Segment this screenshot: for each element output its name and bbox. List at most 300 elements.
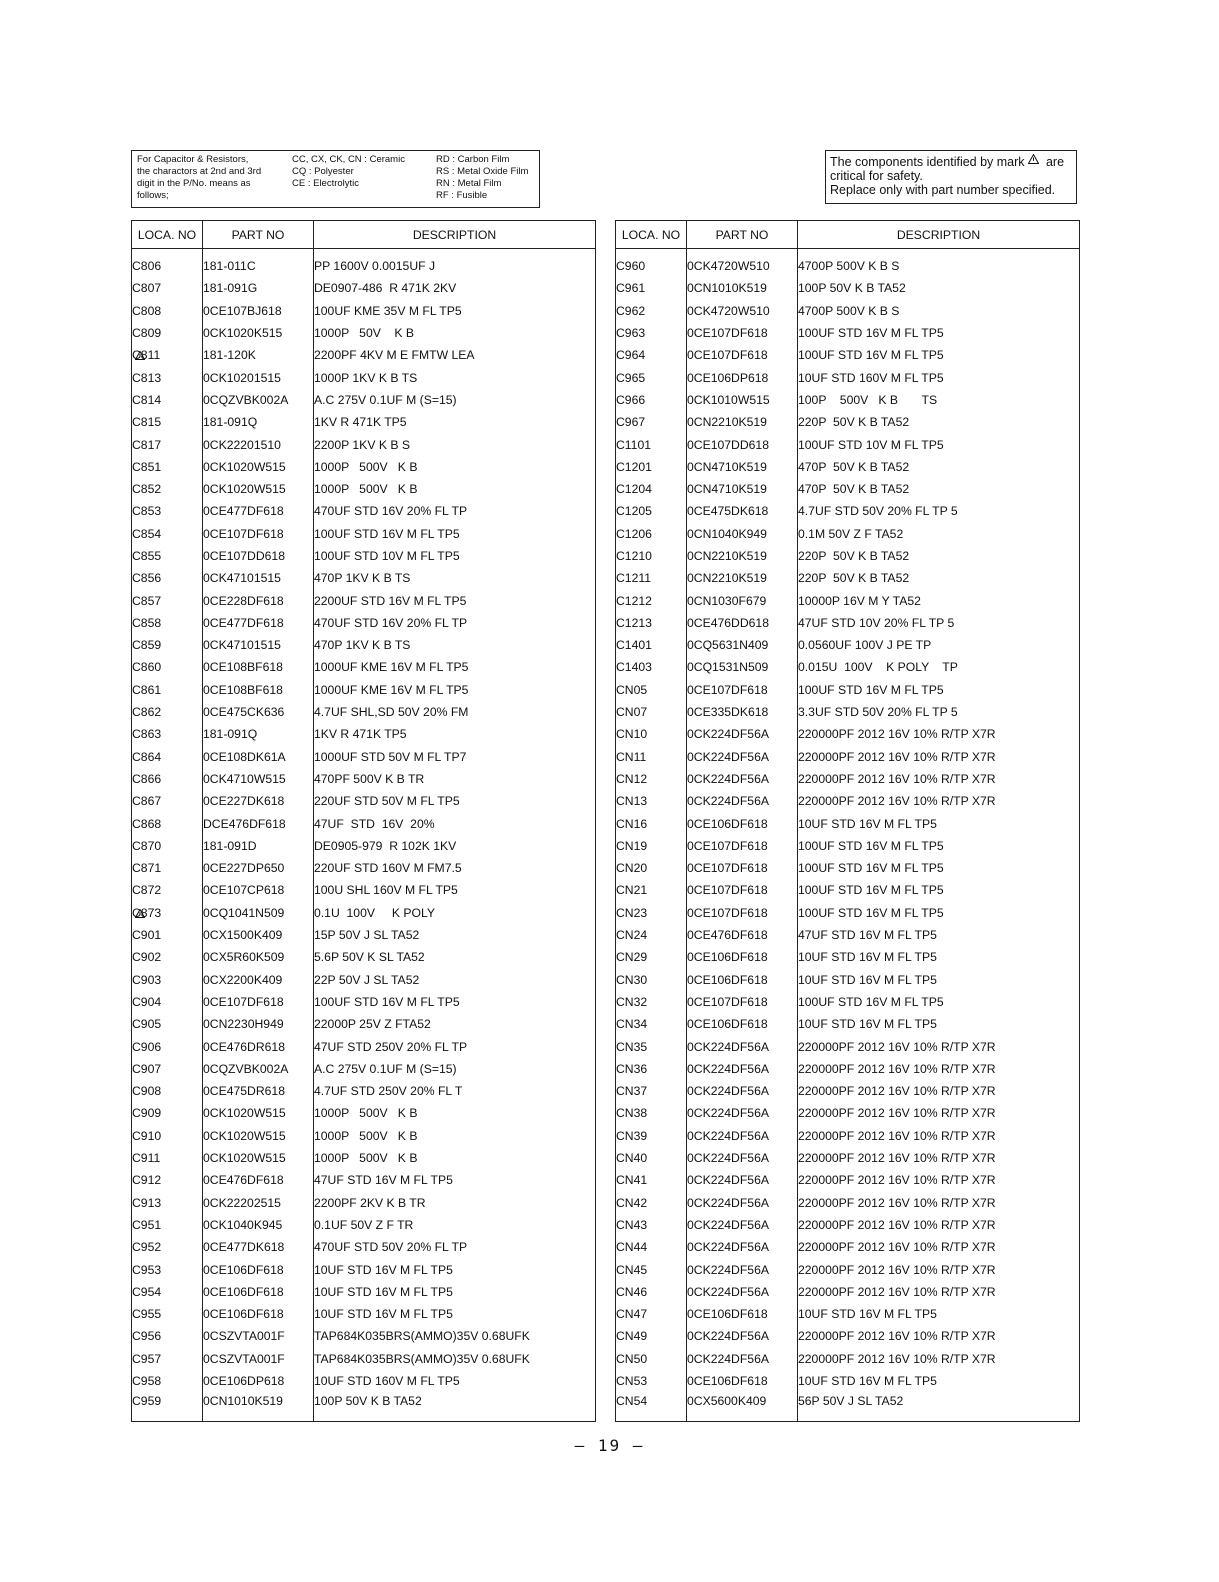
capacitor-resistor-legend (131, 150, 540, 208)
loca-no-text: C808 (132, 303, 162, 318)
description-cell (314, 523, 596, 545)
loca-no-text: C857 (132, 593, 162, 608)
description-text: 100UF STD 16V M FL TP5 (798, 838, 944, 853)
part-no-text: 0CE476DD618 (687, 615, 769, 630)
loca-no-text: C859 (132, 638, 162, 653)
loca-no-text: C965 (616, 370, 646, 385)
loca-no-cell (132, 456, 203, 478)
description-text: 1000P 1KV K B TS (314, 370, 418, 385)
table-row (616, 1370, 1080, 1392)
part-no-cell (203, 366, 314, 388)
part-no-text: 0CK224DF56A (687, 1262, 769, 1277)
part-no-cell (203, 1125, 314, 1147)
loca-no-cell (616, 1281, 687, 1303)
part-no-cell (203, 1325, 314, 1347)
description-cell (314, 1348, 596, 1370)
description-cell (314, 277, 596, 299)
loca-no-cell (132, 1214, 203, 1236)
description-cell (314, 634, 596, 656)
part-no-text: 181-120K (203, 348, 256, 363)
part-no-cell (687, 812, 798, 834)
description-cell (798, 249, 1080, 278)
table-row (616, 433, 1080, 455)
legend-type-line: CE : Electrolytic (292, 178, 360, 189)
table-row (132, 567, 596, 589)
part-no-text: 0CE107DD618 (203, 549, 285, 563)
loca-no-cell (616, 1058, 687, 1080)
description-cell (798, 545, 1080, 567)
loca-no-cell (616, 545, 687, 567)
description-cell (798, 589, 1080, 611)
part-no-text: 0CK224DF56A (687, 1039, 769, 1054)
description-cell (314, 1370, 596, 1392)
loca-no-cell (616, 1102, 687, 1124)
part-no-text: 0CN1040K949 (687, 526, 767, 541)
loca-no-cell (616, 991, 687, 1013)
part-no-text: 0CE107DF618 (203, 994, 284, 1009)
table-row (132, 366, 596, 388)
loca-no-text: CN16 (616, 816, 648, 831)
legend-type-line: RF : Fusible (436, 190, 488, 201)
description-text: A.C 275V 0.1UF M (S=15) (314, 392, 457, 407)
part-no-cell (687, 1214, 798, 1236)
part-no-cell (203, 679, 314, 701)
description-cell (798, 478, 1080, 500)
part-no-text: 0CQ1531N509 (687, 660, 769, 675)
table-row (616, 366, 1080, 388)
table-row (616, 1102, 1080, 1124)
part-no-text: 0CE475DK618 (687, 504, 769, 519)
part-no-text: 0CE106DF618 (687, 1373, 768, 1388)
loca-no-text: C809 (132, 326, 162, 341)
loca-no-text: C906 (132, 1039, 162, 1054)
description-cell (314, 723, 596, 745)
loca-no-cell (132, 679, 203, 701)
description-cell (314, 1258, 596, 1280)
loca-no-cell (132, 1013, 203, 1035)
part-no-cell (687, 456, 798, 478)
loca-no-text: CN45 (616, 1262, 648, 1277)
loca-no-text: C872 (132, 883, 162, 898)
description-text: 10UF STD 16V M FL TP5 (314, 1262, 453, 1277)
part-no-cell (203, 523, 314, 545)
table-row (616, 1058, 1080, 1080)
loca-no-text: C868 (132, 816, 162, 831)
part-no-text: 0CK47101515 (203, 571, 281, 586)
description-cell (798, 1169, 1080, 1191)
loca-no-cell (132, 1281, 203, 1303)
description-cell (314, 656, 596, 678)
loca-no-cell (132, 879, 203, 901)
loca-no-text: C913 (132, 1195, 162, 1210)
loca-no-cell (616, 790, 687, 812)
part-no-cell (687, 701, 798, 723)
loca-no-cell (132, 1303, 203, 1325)
description-text: 4.7UF SHL,SD 50V 20% FM (314, 705, 469, 720)
loca-no-cell (132, 701, 203, 723)
loca-no-text: CN54 (616, 1394, 648, 1409)
part-no-text: 0CK4720W510 (687, 259, 770, 274)
description-text: 47UF STD 16V M FL TP5 (314, 1173, 453, 1188)
part-no-cell (687, 679, 798, 701)
part-no-text: 0CE107DF618 (687, 905, 768, 920)
description-text: 220000PF 2012 16V 10% R/TP X7R (798, 1351, 996, 1366)
loca-no-cell (132, 249, 203, 278)
description-text: PP 1600V 0.0015UF J (314, 259, 436, 274)
table-row (616, 946, 1080, 968)
description-cell (314, 1236, 596, 1258)
description-text: 4700P 500V K B S (798, 259, 900, 274)
table-row (616, 1303, 1080, 1325)
description-text: 100UF STD 16V M FL TP5 (798, 326, 944, 341)
loca-no-cell (132, 411, 203, 433)
loca-no-cell (616, 478, 687, 500)
part-no-text: 0CX2200K409 (203, 972, 283, 987)
part-no-text: 0CE106DF618 (203, 1262, 284, 1277)
part-no-text: 0CE108BF618 (203, 682, 283, 697)
loca-no-cell (132, 790, 203, 812)
description-cell (314, 1281, 596, 1303)
table-row (132, 1236, 596, 1258)
part-no-text: 0CK224DF56A (687, 794, 769, 809)
loca-no-text: C952 (132, 1240, 162, 1255)
table-row (132, 478, 596, 500)
part-no-text: 0CK224DF56A (687, 1128, 769, 1143)
loca-no-text: CN49 (616, 1329, 648, 1344)
description-cell (314, 1058, 596, 1080)
part-no-cell (203, 768, 314, 790)
loca-no-cell (616, 768, 687, 790)
loca-no-text: CN39 (616, 1128, 648, 1143)
loca-no-text: C957 (132, 1351, 162, 1366)
description-cell (314, 478, 596, 500)
description-cell (314, 1125, 596, 1147)
loca-no-text: C861 (132, 682, 162, 697)
part-no-text: 0CE106DP618 (687, 370, 769, 385)
table-row (132, 746, 596, 768)
description-cell (314, 746, 596, 768)
part-no-cell (687, 589, 798, 611)
loca-no-cell (132, 1392, 203, 1422)
description-cell (314, 1191, 596, 1213)
table-row (616, 300, 1080, 322)
description-cell (314, 567, 596, 589)
table-row (132, 523, 596, 545)
table-row (132, 277, 596, 299)
loca-no-text: C851 (132, 459, 162, 474)
description-text: 10UF STD 16V M FL TP5 (798, 972, 937, 987)
description-cell (798, 924, 1080, 946)
part-no-cell (687, 634, 798, 656)
part-no-cell (687, 545, 798, 567)
part-no-cell (203, 433, 314, 455)
description-cell (798, 1080, 1080, 1102)
part-no-cell (687, 991, 798, 1013)
part-no-cell (687, 902, 798, 924)
table-row (616, 768, 1080, 790)
description-text: 220000PF 2012 16V 10% R/TP X7R (798, 1262, 996, 1277)
loca-no-cell (616, 1169, 687, 1191)
loca-no-text: CN42 (616, 1195, 648, 1210)
description-cell (314, 835, 596, 857)
part-no-text: 0CE477DK618 (203, 1240, 285, 1255)
description-cell (314, 1147, 596, 1169)
part-no-text: 0CSZVTA001F (203, 1329, 285, 1344)
table-row (616, 924, 1080, 946)
loca-no-cell (616, 746, 687, 768)
description-text: TAP684K035BRS(AMMO)35V 0.68UFK (314, 1351, 530, 1366)
table-row (132, 545, 596, 567)
loca-no-text: CN36 (616, 1061, 648, 1076)
part-no-cell (203, 1236, 314, 1258)
loca-no-cell (616, 411, 687, 433)
loca-no-text: C1204 (616, 482, 652, 497)
description-text: 220UF STD 50V M FL TP5 (314, 794, 460, 809)
warning-triangle-icon (135, 351, 145, 360)
loca-no-text: CN23 (616, 905, 648, 920)
part-no-cell (687, 322, 798, 344)
table-row (616, 969, 1080, 991)
part-no-cell (203, 902, 314, 924)
loca-no-text: CN30 (616, 972, 648, 987)
table-row (616, 1258, 1080, 1280)
description-cell (314, 300, 596, 322)
description-cell (798, 1035, 1080, 1057)
description-cell (798, 879, 1080, 901)
part-no-cell (203, 1370, 314, 1392)
part-no-text: 0CN2210K519 (687, 415, 767, 430)
description-text: 470P 50V K B TA52 (798, 482, 910, 497)
part-no-cell (203, 723, 314, 745)
loca-no-text: C870 (132, 838, 162, 853)
loca-no-text: C815 (132, 415, 162, 430)
header-description: DESCRIPTION (798, 221, 1080, 249)
description-text: 2200P 1KV K B S (314, 437, 410, 452)
part-no-text: 0CN1010K519 (687, 281, 767, 296)
part-no-cell (687, 1125, 798, 1147)
loca-no-text: C904 (132, 994, 162, 1009)
loca-no-cell (616, 456, 687, 478)
table-row (132, 1191, 596, 1213)
legend-type-line: CC, CX, CK, CN : Ceramic (292, 154, 405, 165)
part-no-text: 0CK224DF56A (687, 1217, 769, 1232)
loca-no-text: C1213 (616, 615, 652, 630)
table-row (132, 857, 596, 879)
description-text: 100UF STD 16V M FL TP5 (798, 994, 944, 1009)
part-no-text: 0CE477DF618 (203, 504, 284, 519)
part-no-cell (203, 249, 314, 278)
loca-no-text: CN20 (616, 861, 648, 876)
description-text: 220000PF 2012 16V 10% R/TP X7R (798, 1061, 996, 1076)
description-text: 47UF STD 16V M FL TP5 (798, 928, 937, 943)
description-text: 100UF STD 10V M FL TP5 (314, 549, 460, 563)
loca-no-cell (132, 1191, 203, 1213)
description-cell (314, 1080, 596, 1102)
part-no-text: 0CK1010W515 (687, 392, 770, 407)
description-cell (798, 1191, 1080, 1213)
loca-no-text: CN13 (616, 794, 648, 809)
loca-no-cell (616, 1080, 687, 1102)
loca-no-text: C910 (132, 1128, 162, 1143)
table-row (616, 277, 1080, 299)
loca-no-cell (132, 835, 203, 857)
part-no-text: 0CK10201515 (203, 370, 281, 385)
part-no-cell (687, 523, 798, 545)
legend-type-line: CQ : Polyester (292, 166, 354, 177)
description-text: 220000PF 2012 16V 10% R/TP X7R (798, 1329, 996, 1344)
part-no-cell (687, 1303, 798, 1325)
table-row (132, 1258, 596, 1280)
part-no-text: 0CK1020W515 (203, 1106, 286, 1121)
loca-no-text: C963 (616, 326, 646, 341)
part-no-cell (203, 857, 314, 879)
part-no-text: DCE476DF618 (203, 816, 286, 831)
loca-no-cell (616, 723, 687, 745)
part-no-cell (687, 389, 798, 411)
part-no-cell (203, 1169, 314, 1191)
description-text: 470P 1KV K B TS (314, 571, 411, 586)
loca-no-cell (616, 612, 687, 634)
part-no-text: 0CK1020W515 (203, 1128, 286, 1143)
loca-no-text: C866 (132, 771, 162, 786)
description-cell (314, 1013, 596, 1035)
loca-no-cell (616, 1370, 687, 1392)
loca-no-text: C908 (132, 1084, 162, 1099)
loca-no-cell (132, 991, 203, 1013)
description-text: 1000P 500V K B (314, 1106, 418, 1121)
description-cell (798, 746, 1080, 768)
table-row (132, 1125, 596, 1147)
loca-no-text: CN50 (616, 1351, 648, 1366)
table-row (132, 1392, 596, 1422)
loca-no-cell (616, 1325, 687, 1347)
loca-no-text: C955 (132, 1307, 162, 1322)
table-row (616, 545, 1080, 567)
part-no-cell (687, 1348, 798, 1370)
description-cell (798, 1370, 1080, 1392)
part-no-cell (203, 1058, 314, 1080)
table-row (132, 1325, 596, 1347)
part-no-cell (687, 411, 798, 433)
part-no-cell (687, 1169, 798, 1191)
loca-no-cell (132, 1058, 203, 1080)
part-no-text: 0CSZVTA001F (203, 1351, 285, 1366)
legend-capacitor-types (292, 154, 405, 190)
legend-resistor-types (436, 154, 528, 202)
table-row (132, 634, 596, 656)
description-cell (798, 1392, 1080, 1422)
part-no-cell (687, 1080, 798, 1102)
part-no-text: 0CE107BJ618 (203, 303, 282, 318)
table-row (616, 812, 1080, 834)
description-cell (798, 1281, 1080, 1303)
loca-no-text: C903 (132, 972, 162, 987)
part-no-cell (203, 1281, 314, 1303)
description-text: 10UF STD 160V M FL TP5 (314, 1373, 460, 1388)
description-text: 1000P 500V K B (314, 1151, 418, 1166)
description-text: 100UF STD 16V M FL TP5 (798, 883, 944, 898)
loca-no-text: C855 (132, 549, 162, 563)
part-no-cell (687, 790, 798, 812)
loca-no-text: CN40 (616, 1151, 648, 1166)
table-row (132, 879, 596, 901)
loca-no-text: C854 (132, 526, 162, 541)
part-no-text: 0CK1040K945 (203, 1217, 283, 1232)
description-text: 470UF STD 50V 20% FL TP (314, 1240, 468, 1255)
part-no-text: 181-091G (203, 281, 258, 296)
part-no-cell (687, 344, 798, 366)
description-text: 220P 50V K B TA52 (798, 549, 910, 563)
table-row (132, 500, 596, 522)
description-cell (314, 1102, 596, 1124)
table-row (132, 1214, 596, 1236)
loca-no-cell (616, 1392, 687, 1422)
part-no-text: 0CK224DF56A (687, 771, 769, 786)
table-row (616, 902, 1080, 924)
table-row (616, 249, 1080, 278)
table-row (616, 991, 1080, 1013)
description-cell (314, 879, 596, 901)
loca-no-cell (132, 1348, 203, 1370)
loca-no-cell (132, 589, 203, 611)
part-no-text: 0CN2210K519 (687, 571, 767, 586)
description-cell (314, 902, 596, 924)
loca-no-text: CN12 (616, 771, 648, 786)
description-text: 220000PF 2012 16V 10% R/TP X7R (798, 749, 996, 764)
description-text: 470UF STD 16V 20% FL TP (314, 615, 468, 630)
loca-no-text: C911 (132, 1151, 161, 1166)
description-cell (798, 946, 1080, 968)
table-row (616, 478, 1080, 500)
description-text: 220UF STD 160V M FM7.5 (314, 861, 462, 876)
part-no-cell (203, 500, 314, 522)
loca-no-cell (132, 969, 203, 991)
table-row (132, 835, 596, 857)
part-no-cell (687, 768, 798, 790)
loca-no-text: C1206 (616, 526, 652, 541)
part-no-text: 0CK224DF56A (687, 1284, 769, 1299)
description-cell (798, 612, 1080, 634)
loca-no-cell (132, 723, 203, 745)
description-text: 100UF STD 16V M FL TP5 (314, 526, 460, 541)
page-number: – 19 – (574, 1436, 645, 1455)
description-cell (314, 411, 596, 433)
table-row (132, 679, 596, 701)
table-row (616, 1281, 1080, 1303)
loca-no-cell (616, 656, 687, 678)
part-no-text: 0CK224DF56A (687, 1195, 769, 1210)
part-no-cell (203, 1258, 314, 1280)
description-text: 3.3UF STD 50V 20% FL TP 5 (798, 705, 958, 720)
description-cell (798, 300, 1080, 322)
loca-no-cell (132, 433, 203, 455)
loca-no-cell (616, 1303, 687, 1325)
description-cell (798, 344, 1080, 366)
loca-no-cell (616, 1258, 687, 1280)
description-cell (798, 322, 1080, 344)
description-cell (798, 567, 1080, 589)
description-cell (798, 634, 1080, 656)
description-text: 1000P 500V K B (314, 1128, 418, 1143)
loca-no-cell (616, 249, 687, 278)
loca-no-cell (616, 300, 687, 322)
header-loca-no: LOCA. NO (132, 221, 203, 249)
loca-no-text: C1210 (616, 549, 652, 563)
loca-no-text: C964 (616, 348, 646, 363)
loca-no-text: C953 (132, 1262, 162, 1277)
description-text: 100UF STD 16V M FL TP5 (798, 861, 944, 876)
description-cell (314, 433, 596, 455)
